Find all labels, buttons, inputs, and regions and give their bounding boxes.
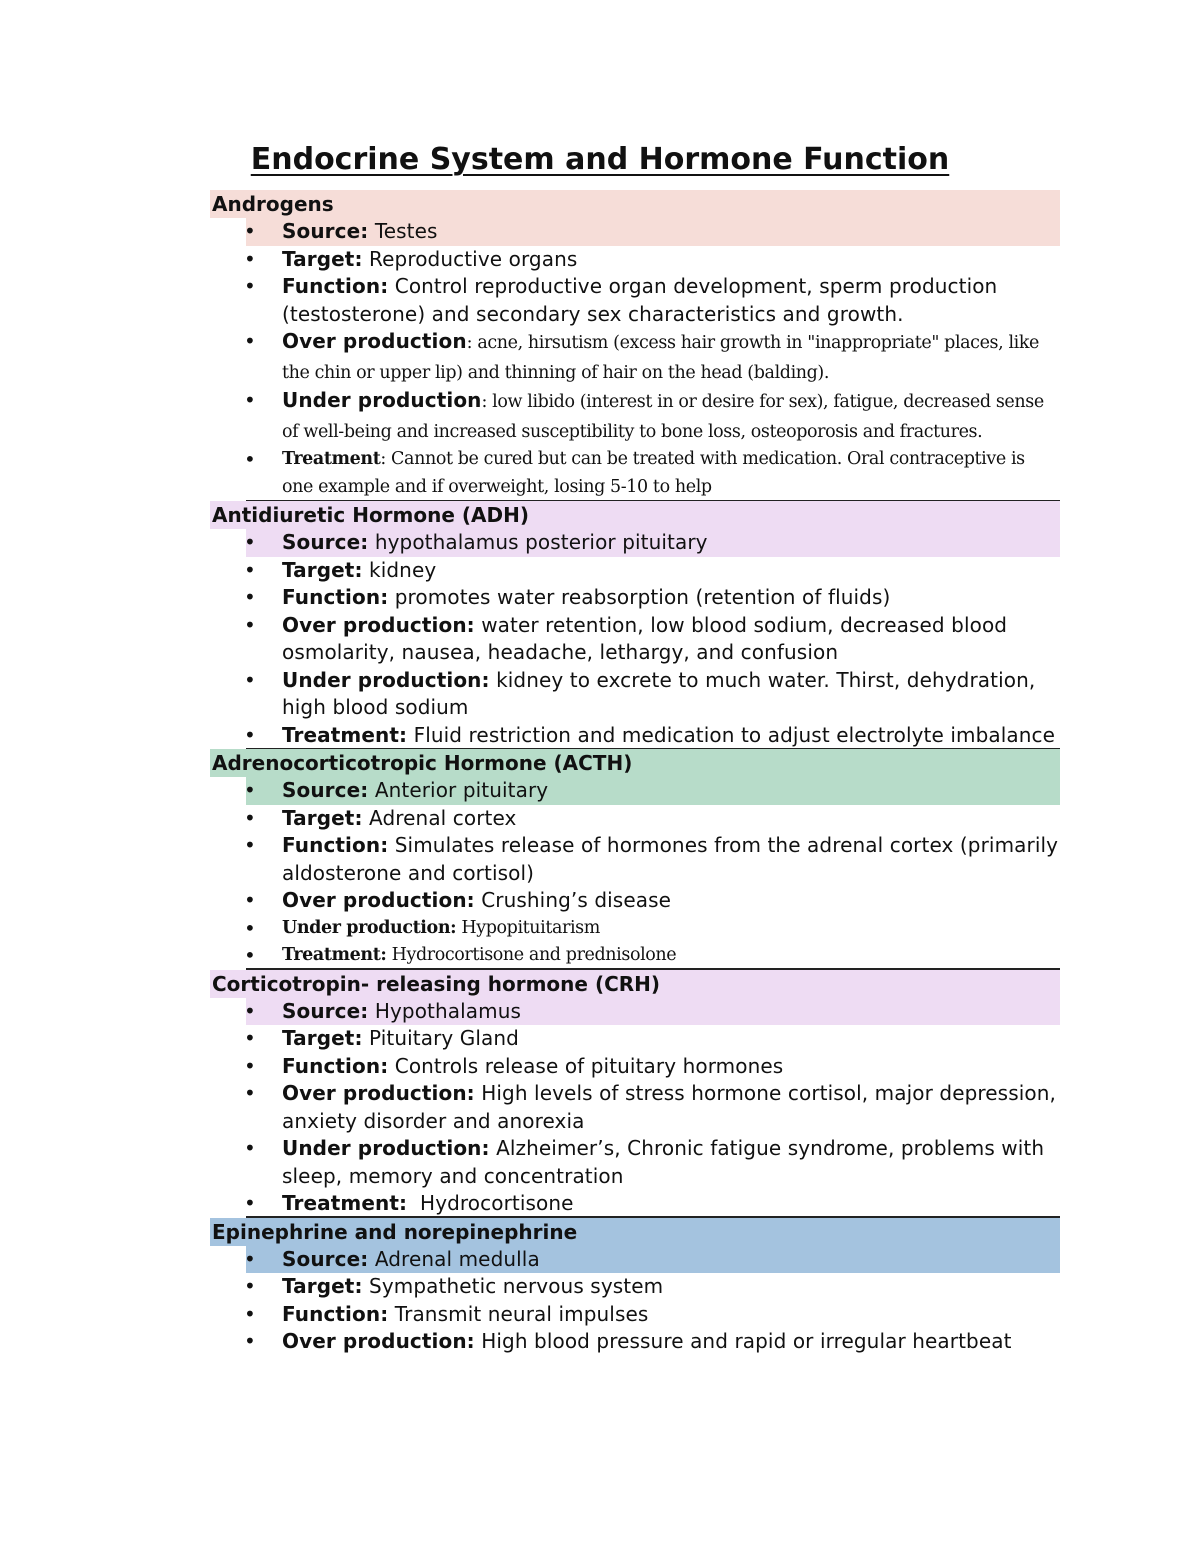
item-text: : acne, hirsutism (excess hair growth in "inappropriate" places, like the chin or upper lip) and thinning of hair on the head (balding). bbox=[282, 333, 1040, 383]
list-item bbox=[210, 273, 1060, 328]
list-item bbox=[246, 1246, 1060, 1274]
bullet-icon: • bbox=[244, 778, 256, 802]
item-text: Hypothalamus bbox=[368, 998, 522, 1023]
item-text: hypothalamus posterior pituitary bbox=[368, 530, 708, 554]
item-label: Target: bbox=[282, 1274, 363, 1298]
item-text: Alzheimer’s, Chronic fatigue syndrome, problems with sleep, memory and concentration bbox=[282, 1136, 1045, 1188]
bullet-icon: • bbox=[244, 1301, 256, 1326]
list-item bbox=[246, 529, 1060, 557]
item-label: Treatment bbox=[282, 449, 381, 469]
bullet-icon: • bbox=[244, 998, 256, 1023]
bullet-list bbox=[210, 998, 1060, 1218]
bullet-icon: • bbox=[244, 557, 256, 582]
item-label: Function: bbox=[282, 1301, 389, 1326]
item-label: Function: bbox=[282, 274, 389, 298]
item-label: Over production: bbox=[282, 1081, 475, 1105]
section-heading: Corticotropin- releasing hormone (CRH) bbox=[210, 970, 1060, 998]
item-text: Fluid restriction and medication to adjust electrolyte imbalance bbox=[407, 722, 1056, 747]
item-label: Target: bbox=[282, 805, 363, 830]
item-text: High levels of stress hormone cortisol, major depression, anxiety disorder and anorexia bbox=[282, 1081, 1056, 1133]
item-text: Adrenal cortex bbox=[362, 805, 517, 830]
item-label: Treatment: bbox=[282, 722, 408, 747]
section-androgens bbox=[210, 190, 1060, 501]
list-item bbox=[210, 328, 1060, 387]
list-item bbox=[210, 1053, 1060, 1081]
item-label: Source: bbox=[282, 778, 369, 802]
item-text: water retention, low blood sodium, decreased blood osmolarity, nausea, headache, lethargy, and confusion bbox=[282, 612, 1008, 664]
section-acth bbox=[210, 749, 1060, 970]
bullet-icon: • bbox=[244, 1136, 256, 1160]
item-label: Function: bbox=[282, 585, 389, 609]
bullet-list bbox=[210, 529, 1060, 749]
item-label: Over production: bbox=[282, 612, 475, 637]
item-label: Under production: bbox=[282, 667, 490, 692]
item-text: promotes water reabsorption (retention of fluids) bbox=[388, 585, 891, 609]
list-item bbox=[210, 1080, 1060, 1135]
list-item bbox=[246, 777, 1060, 805]
list-item bbox=[210, 942, 1060, 970]
item-text: Controls release of pituitary hormones bbox=[388, 1053, 784, 1078]
bullet-icon: • bbox=[244, 274, 256, 298]
item-text: Control reproductive organ development, sperm production (testosterone) and secondary sex characteristics and growth. bbox=[282, 274, 998, 326]
bullet-icon: • bbox=[244, 667, 256, 692]
item-text: Hydrocortisone and prednisolone bbox=[386, 945, 677, 965]
item-text: kidney bbox=[362, 557, 437, 582]
list-item bbox=[210, 1190, 1060, 1218]
list-item bbox=[246, 998, 1060, 1026]
item-text: Anterior pituitary bbox=[368, 778, 549, 802]
item-text: Adrenal medulla bbox=[368, 1246, 540, 1271]
bullet-icon: • bbox=[244, 1274, 256, 1298]
bullet-icon: • bbox=[244, 1329, 256, 1353]
item-text: Simulates release of hormones from the adrenal cortex (primarily aldosterone and cortisol) bbox=[282, 833, 1059, 885]
item-label: Over production bbox=[282, 329, 467, 353]
item-label: Source: bbox=[282, 1246, 369, 1271]
item-label: Under production: bbox=[282, 917, 457, 938]
item-text: Testes bbox=[368, 219, 438, 243]
item-label: Target: bbox=[282, 557, 363, 582]
list-item bbox=[210, 557, 1060, 585]
bullet-icon: • bbox=[244, 1081, 256, 1105]
item-text: Sympathetic nervous system bbox=[362, 1274, 664, 1298]
section-crh bbox=[210, 970, 1060, 1218]
bullet-list bbox=[210, 777, 1060, 970]
bullet-icon: • bbox=[244, 915, 256, 940]
bullet-icon: • bbox=[244, 612, 256, 637]
section-adh bbox=[210, 501, 1060, 749]
item-text: Reproductive organs bbox=[362, 246, 578, 271]
list-item bbox=[210, 446, 1060, 501]
item-label: Over production: bbox=[282, 888, 475, 912]
list-item bbox=[210, 915, 1060, 943]
item-text: Pituitary Gland bbox=[362, 1026, 519, 1050]
list-item bbox=[210, 1025, 1060, 1053]
bullet-icon: • bbox=[244, 722, 256, 747]
item-label: Source: bbox=[282, 998, 369, 1023]
list-item bbox=[210, 246, 1060, 274]
list-item bbox=[210, 1135, 1060, 1190]
section-heading: Adrenocorticotropic Hormone (ACTH) bbox=[210, 749, 1060, 777]
bullet-icon: • bbox=[244, 1026, 256, 1050]
item-text: : Cannot be cured but can be treated with medication. Oral contraceptive is one example and if overweight, losing 5-10 to help bbox=[282, 449, 1025, 497]
item-text: Hydrocortisone bbox=[407, 1191, 574, 1215]
item-label: Target: bbox=[282, 246, 363, 271]
item-label: Source: bbox=[282, 219, 369, 243]
list-item bbox=[210, 584, 1060, 612]
list-item bbox=[210, 1328, 1060, 1356]
bullet-list bbox=[210, 218, 1060, 501]
page-title: Endocrine System and Hormone Function bbox=[250, 142, 950, 177]
item-label: Function: bbox=[282, 833, 389, 857]
section-heading: Epinephrine and norepinephrine bbox=[210, 1218, 1060, 1246]
bullet-icon: • bbox=[244, 833, 256, 857]
section-heading: Antidiuretic Hormone (ADH) bbox=[210, 501, 1060, 529]
item-label: Under production bbox=[282, 388, 482, 412]
item-label: Source: bbox=[282, 530, 369, 554]
bullet-icon: • bbox=[244, 329, 256, 353]
item-label: Treatment: bbox=[282, 945, 387, 965]
bullet-icon: • bbox=[244, 1053, 256, 1078]
item-text: : low libido (interest in or desire for sex), fatigue, decreased sense of well-being and increased susceptibility to bone loss, osteoporosis and fractures. bbox=[282, 392, 1044, 442]
bullet-icon: • bbox=[244, 888, 256, 912]
list-item bbox=[210, 887, 1060, 915]
item-label: Over production: bbox=[282, 1329, 475, 1353]
section-heading: Androgens bbox=[210, 190, 1060, 218]
bullet-icon: • bbox=[244, 1246, 256, 1271]
bullet-icon: • bbox=[244, 246, 256, 271]
list-item bbox=[210, 1273, 1060, 1301]
bullet-icon: • bbox=[244, 943, 256, 967]
bullet-icon: • bbox=[244, 585, 256, 609]
list-item bbox=[246, 218, 1060, 246]
list-item bbox=[210, 667, 1060, 722]
item-label: Under production: bbox=[282, 1136, 490, 1160]
item-label: Treatment: bbox=[282, 1191, 408, 1215]
bullet-icon: • bbox=[244, 447, 256, 471]
item-label: Function: bbox=[282, 1053, 389, 1078]
item-text: kidney to excrete to much water. Thirst, dehydration, high blood sodium bbox=[282, 667, 1036, 719]
list-item bbox=[210, 1301, 1060, 1329]
item-label: Target: bbox=[282, 1026, 363, 1050]
section-epinephrine bbox=[210, 1218, 1060, 1356]
item-text: High blood pressure and rapid or irregular heartbeat bbox=[474, 1329, 1012, 1353]
bullet-icon: • bbox=[244, 805, 256, 830]
item-text: Crushing’s disease bbox=[474, 888, 672, 912]
document-body bbox=[210, 190, 1060, 1356]
list-item bbox=[210, 722, 1060, 750]
bullet-icon: • bbox=[244, 1191, 256, 1215]
bullet-icon: • bbox=[244, 530, 256, 554]
item-text: Transmit neural impulses bbox=[388, 1301, 649, 1326]
bullet-icon: • bbox=[244, 388, 256, 412]
bullet-list bbox=[210, 1246, 1060, 1356]
item-text: Hypopituitarism bbox=[456, 917, 600, 938]
bullet-icon: • bbox=[244, 219, 256, 243]
list-item bbox=[210, 387, 1060, 446]
list-item bbox=[210, 805, 1060, 833]
list-item bbox=[210, 612, 1060, 667]
list-item bbox=[210, 832, 1060, 887]
